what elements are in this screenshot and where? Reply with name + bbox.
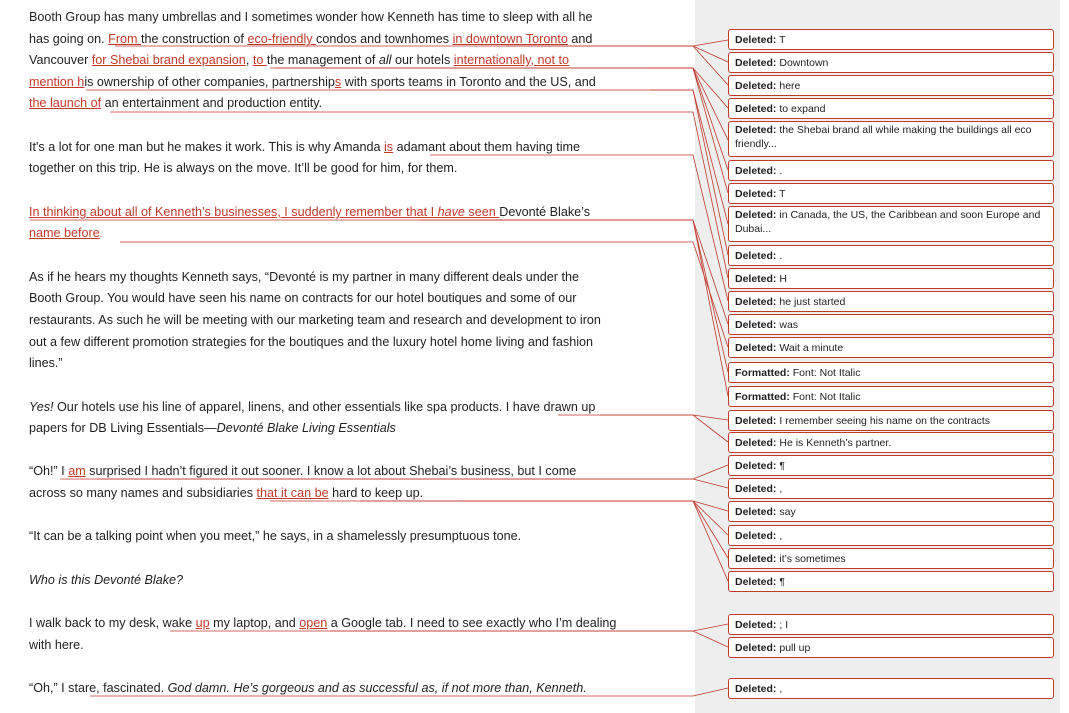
revision-balloon[interactable] bbox=[728, 29, 1054, 50]
revision-balloon[interactable] bbox=[728, 571, 1054, 592]
balloon-text: to expand bbox=[779, 103, 826, 115]
balloon-kind: Deleted: bbox=[735, 34, 777, 46]
text-run: Booth Group. You would have seen his name on contracts for our hotel boutiques and some of our bbox=[29, 291, 577, 305]
balloon-text: he just started bbox=[779, 296, 846, 308]
inserted-text[interactable]: mention h bbox=[29, 75, 85, 89]
inserted-italic-text[interactable]: have bbox=[437, 205, 465, 219]
text-run: papers for DB Living Essentials— bbox=[29, 421, 217, 435]
balloon-kind: Deleted: bbox=[735, 619, 777, 631]
balloon-text: it’s sometimes bbox=[779, 553, 846, 565]
doc-line bbox=[29, 9, 593, 25]
inserted-text[interactable]: open bbox=[299, 616, 328, 630]
revision-balloon[interactable] bbox=[728, 678, 1054, 699]
doc-line bbox=[29, 312, 601, 328]
balloon-text: ¶ bbox=[779, 576, 785, 588]
revision-balloon[interactable] bbox=[728, 501, 1054, 522]
text-run: As if he hears my thoughts Kenneth says, “Devonté is my partner in many different deals under the bbox=[29, 270, 579, 284]
balloon-kind: Deleted: bbox=[735, 165, 777, 177]
revision-balloon[interactable] bbox=[728, 121, 1054, 157]
revision-balloon[interactable] bbox=[728, 245, 1054, 266]
text-run: hard to keep up. bbox=[328, 486, 424, 500]
balloon-text: He is Kenneth’s partner. bbox=[779, 437, 892, 449]
italic-text: Who is this Devonté Blake? bbox=[29, 573, 183, 587]
text-run: “Oh!” I bbox=[29, 464, 69, 478]
revision-balloon[interactable] bbox=[728, 183, 1054, 204]
inserted-text[interactable]: internationally, not to bbox=[453, 53, 570, 67]
italic-text: Yes! bbox=[29, 400, 54, 414]
italic-text: God damn. He’s gorgeous and as successful as, if not more than, Kenneth. bbox=[167, 681, 587, 695]
doc-line bbox=[29, 139, 580, 155]
balloon-kind: Deleted: bbox=[735, 124, 777, 136]
balloon-kind: Deleted: bbox=[735, 553, 777, 565]
inserted-text[interactable]: am bbox=[68, 464, 86, 478]
doc-line bbox=[29, 290, 576, 306]
doc-line bbox=[29, 269, 579, 285]
text-run: , bbox=[245, 53, 253, 67]
text-run: an entertainment and production entity. bbox=[101, 96, 323, 110]
doc-line bbox=[29, 52, 569, 68]
text-run: condos and townhomes bbox=[316, 32, 453, 46]
balloon-text: ; I bbox=[779, 619, 789, 631]
balloon-kind: Deleted: bbox=[735, 342, 777, 354]
doc-line bbox=[29, 485, 423, 501]
revision-balloon[interactable] bbox=[728, 52, 1054, 73]
inserted-text[interactable]: eco-friendly bbox=[247, 32, 317, 46]
inserted-text[interactable]: in downtown Toronto bbox=[452, 32, 568, 46]
balloon-text: was bbox=[779, 319, 799, 331]
text-run: the management of bbox=[266, 53, 379, 67]
text-run: “It can be a talking point when you meet,” he says, in a shamelessly presumptuous tone. bbox=[29, 529, 522, 543]
balloon-text: T bbox=[779, 34, 786, 46]
balloon-kind: Deleted: bbox=[735, 530, 777, 542]
doc-line bbox=[29, 204, 590, 220]
doc-line bbox=[29, 355, 63, 371]
balloon-text: Font: Not Italic bbox=[792, 391, 861, 403]
revision-balloon[interactable] bbox=[728, 362, 1054, 383]
inserted-text[interactable]: s bbox=[334, 75, 342, 89]
balloon-kind: Deleted: bbox=[735, 188, 777, 200]
revision-balloon[interactable] bbox=[728, 410, 1054, 431]
doc-line bbox=[29, 637, 84, 653]
revision-balloon[interactable] bbox=[728, 525, 1054, 546]
doc-line bbox=[29, 463, 576, 479]
revision-balloon[interactable] bbox=[728, 206, 1054, 242]
inserted-text[interactable]: In thinking about all of Kenneth’s businesses, I suddenly remember that I bbox=[29, 205, 438, 219]
balloon-kind: Deleted: bbox=[735, 57, 777, 69]
revision-balloon[interactable] bbox=[728, 455, 1054, 476]
balloon-kind: Formatted: bbox=[735, 391, 790, 403]
inserted-text[interactable]: seen bbox=[464, 205, 500, 219]
inserted-text[interactable]: up bbox=[195, 616, 210, 630]
balloon-text: ¶ bbox=[779, 460, 785, 472]
italic-text: Devonté Blake Living Essentials bbox=[216, 421, 396, 435]
text-run: together on this trip. He is always on the move. It’ll be good for him, for them. bbox=[29, 161, 458, 175]
inserted-text[interactable]: name before bbox=[29, 226, 100, 240]
inserted-text[interactable]: the launch of bbox=[29, 96, 102, 110]
inserted-text[interactable]: is bbox=[383, 140, 394, 154]
revision-balloon[interactable] bbox=[728, 314, 1054, 335]
revision-balloon[interactable] bbox=[728, 548, 1054, 569]
balloon-kind: Deleted: bbox=[735, 319, 777, 331]
balloon-kind: Deleted: bbox=[735, 576, 777, 588]
doc-line bbox=[29, 225, 102, 242]
text-run: my laptop, and bbox=[209, 616, 300, 630]
inserted-text[interactable]: that it can be bbox=[256, 486, 329, 500]
revision-balloon[interactable] bbox=[728, 98, 1054, 119]
revision-balloon[interactable] bbox=[728, 291, 1054, 312]
balloon-text: I remember seeing his name on the contracts bbox=[779, 415, 991, 427]
inserted-text[interactable]: to bbox=[252, 53, 267, 67]
balloon-kind: Deleted: bbox=[735, 642, 777, 654]
doc-line bbox=[29, 95, 322, 111]
balloon-kind: Deleted: bbox=[735, 80, 777, 92]
balloon-kind: Deleted: bbox=[735, 483, 777, 495]
balloon-kind: Deleted: bbox=[735, 437, 777, 449]
italic-text: all bbox=[378, 53, 392, 67]
text-run: lines.” bbox=[29, 356, 63, 370]
text-run: out a few different promotion strategies for the boutiques and the luxury hotel home living and fashion bbox=[29, 335, 594, 349]
doc-line bbox=[29, 420, 396, 436]
balloon-text: H bbox=[779, 273, 787, 285]
text-run: across so many names and subsidiaries bbox=[29, 486, 257, 500]
balloon-text: , bbox=[779, 530, 783, 542]
text-run: is ownership of other companies, partnership bbox=[84, 75, 335, 89]
doc-line bbox=[29, 572, 183, 588]
doc-line bbox=[29, 31, 592, 47]
text-run: surprised I hadn’t figured it out sooner. I know a lot about Shebai’s business, but I come bbox=[85, 464, 577, 478]
text-run: adamant about them having time bbox=[393, 140, 580, 154]
doc-line bbox=[29, 615, 616, 631]
balloon-text: T bbox=[779, 188, 786, 200]
doc-line bbox=[29, 680, 587, 696]
revision-balloon[interactable] bbox=[728, 160, 1054, 181]
balloon-kind: Deleted: bbox=[735, 209, 777, 221]
doc-line bbox=[29, 399, 595, 415]
revision-balloon[interactable] bbox=[728, 75, 1054, 96]
text-run: Devonté Blake’s bbox=[499, 205, 591, 219]
balloon-text: Font: Not Italic bbox=[792, 367, 861, 379]
balloon-kind: Deleted: bbox=[735, 296, 777, 308]
text-run: Booth Group has many umbrellas and I sometimes wonder how Kenneth has time to sleep with all he bbox=[29, 10, 593, 24]
balloon-text: Downtown bbox=[779, 57, 829, 69]
revision-balloon[interactable] bbox=[728, 386, 1054, 407]
balloon-kind: Deleted: bbox=[735, 683, 777, 695]
text-run: “Oh,” I stare, fascinated. bbox=[29, 681, 168, 695]
balloon-text: Wait a minute bbox=[779, 342, 844, 354]
balloon-text: , bbox=[779, 683, 783, 695]
text-run: our hotels bbox=[391, 53, 454, 67]
balloon-kind: Deleted: bbox=[735, 103, 777, 115]
balloon-text: the Shebai brand all while making the buildings all eco friendly... bbox=[735, 124, 1032, 150]
doc-line bbox=[29, 528, 521, 544]
balloon-kind: Formatted: bbox=[735, 367, 790, 379]
text-run: I walk back to my desk, wake bbox=[29, 616, 196, 630]
text-run: has going on. bbox=[29, 32, 109, 46]
text-run: Vancouver bbox=[29, 53, 92, 67]
deletion-mark: . bbox=[99, 229, 103, 239]
balloon-kind: Deleted: bbox=[735, 415, 777, 427]
revision-balloon[interactable] bbox=[728, 432, 1054, 453]
revision-balloon[interactable] bbox=[728, 268, 1054, 289]
balloon-text: in Canada, the US, the Caribbean and soon Europe and Dubai... bbox=[735, 209, 1041, 235]
text-run: It's a lot for one man but he makes it work. This is why Amanda bbox=[29, 140, 384, 154]
balloon-text: pull up bbox=[779, 642, 811, 654]
revision-balloon[interactable] bbox=[728, 637, 1054, 658]
revision-balloon[interactable] bbox=[728, 478, 1054, 499]
balloon-kind: Deleted: bbox=[735, 460, 777, 472]
balloon-text: . bbox=[779, 165, 783, 177]
balloon-text: . bbox=[779, 250, 783, 262]
text-run: Our hotels use his line of apparel, linens, and other essentials like spa products. I have drawn up bbox=[53, 400, 596, 414]
doc-line bbox=[29, 334, 593, 350]
revision-balloon[interactable] bbox=[728, 614, 1054, 635]
revision-balloon[interactable] bbox=[728, 337, 1054, 358]
text-run: the construction of bbox=[141, 32, 248, 46]
text-run: with here. bbox=[29, 638, 84, 652]
balloon-kind: Deleted: bbox=[735, 506, 777, 518]
doc-line bbox=[29, 74, 596, 90]
balloon-kind: Deleted: bbox=[735, 273, 777, 285]
inserted-text[interactable]: From bbox=[108, 32, 142, 46]
text-run: a Google tab. I need to see exactly who I’m dealing bbox=[327, 616, 617, 630]
inserted-text[interactable]: for Shebai brand expansion bbox=[91, 53, 246, 67]
balloon-kind: Deleted: bbox=[735, 250, 777, 262]
text-run: with sports teams in Toronto and the US, and bbox=[341, 75, 596, 89]
text-run: restaurants. As such he will be meeting with our marketing team and research and development to iron bbox=[29, 313, 601, 327]
balloon-text: , bbox=[779, 483, 783, 495]
balloon-text: here bbox=[779, 80, 801, 92]
doc-line bbox=[29, 160, 457, 176]
text-run: and bbox=[567, 32, 593, 46]
balloon-text: say bbox=[779, 506, 796, 518]
